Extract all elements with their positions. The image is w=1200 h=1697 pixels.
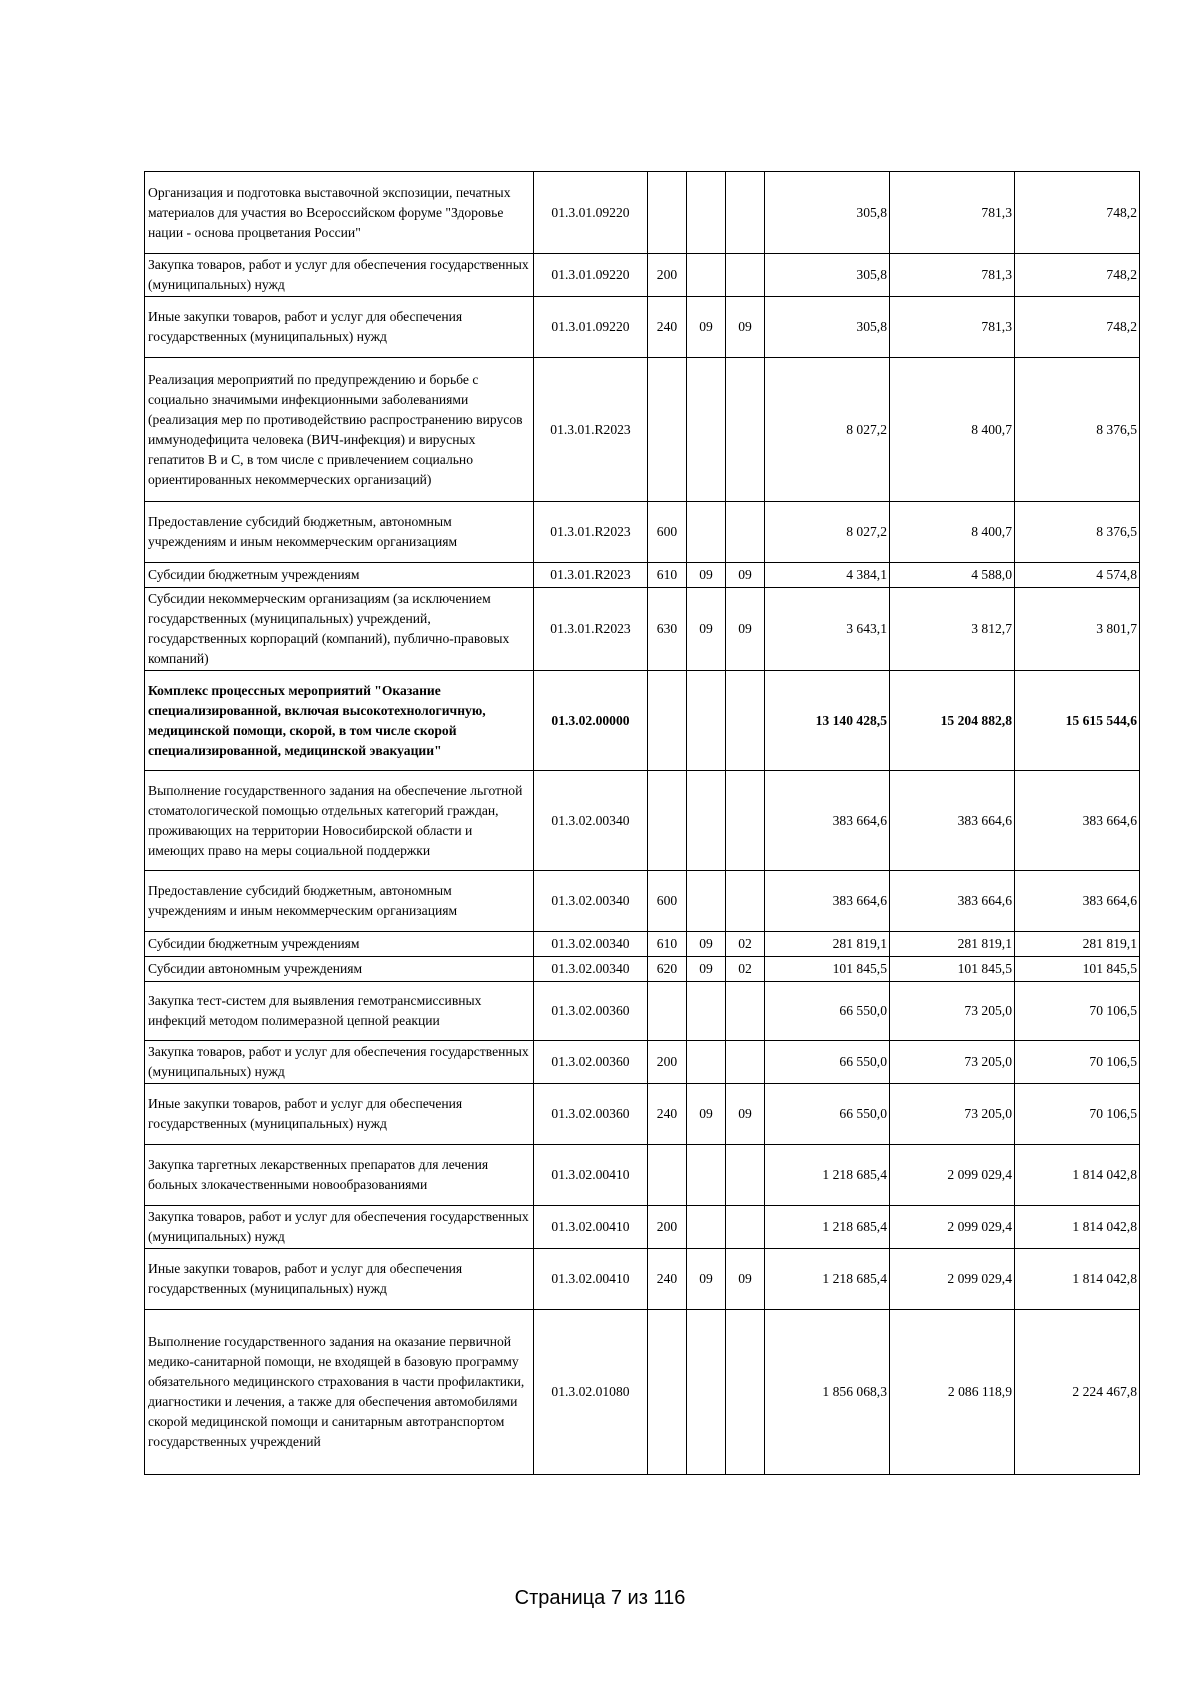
row-code: 01.3.02.00410	[534, 1145, 648, 1206]
table-row	[145, 502, 1140, 563]
row-subsection	[726, 358, 765, 502]
row-value-year2: 8 400,7	[890, 358, 1015, 502]
row-code: 01.3.02.00360	[534, 1084, 648, 1145]
row-value-year3: 383 664,6	[1015, 771, 1140, 871]
row-value-year1: 3 643,1	[765, 588, 890, 671]
row-code: 01.3.02.00000	[534, 671, 648, 771]
row-section: 09	[687, 588, 726, 671]
row-section	[687, 172, 726, 254]
row-value-year2: 383 664,6	[890, 871, 1015, 932]
table-row	[145, 172, 1140, 254]
row-value-year2: 2 099 029,4	[890, 1249, 1015, 1310]
row-code: 01.3.01.09220	[534, 172, 648, 254]
row-value-year2: 383 664,6	[890, 771, 1015, 871]
row-value-year1: 383 664,6	[765, 771, 890, 871]
table-row	[145, 982, 1140, 1041]
row-expense-type	[648, 358, 687, 502]
row-code: 01.3.01.R2023	[534, 502, 648, 563]
row-name: Субсидии бюджетным учреждениям	[145, 563, 534, 588]
row-value-year3: 3 801,7	[1015, 588, 1140, 671]
row-value-year2: 73 205,0	[890, 982, 1015, 1041]
row-expense-type: 200	[648, 254, 687, 297]
row-value-year2: 73 205,0	[890, 1084, 1015, 1145]
row-expense-type: 200	[648, 1206, 687, 1249]
row-section	[687, 1206, 726, 1249]
row-code: 01.3.02.00410	[534, 1206, 648, 1249]
row-name: Выполнение государственного задания на обеспечение льготной стоматологической помощью отдельных категорий граждан, проживающих на территории Новосибирской области и имеющих право на меры социальной поддержки	[145, 771, 534, 871]
row-value-year1: 66 550,0	[765, 982, 890, 1041]
row-subsection	[726, 1206, 765, 1249]
row-subsection	[726, 254, 765, 297]
row-code: 01.3.01.09220	[534, 297, 648, 358]
row-expense-type: 240	[648, 1084, 687, 1145]
row-value-year2: 781,3	[890, 172, 1015, 254]
table-row	[145, 1249, 1140, 1310]
row-name: Иные закупки товаров, работ и услуг для обеспечения государственных (муниципальных) нужд	[145, 1084, 534, 1145]
row-name: Выполнение государственного задания на оказание первичной медико-санитарной помощи, не входящей в базовую программу обязательного медицинского страхования в части профилактики, диагностики и лечения, а также для обеспечения автомобилями скорой медицинской помощи и санитарным автотранспортом государственных учреждений	[145, 1310, 534, 1475]
row-value-year1: 1 218 685,4	[765, 1249, 890, 1310]
row-subsection	[726, 502, 765, 563]
budget-table	[144, 171, 1140, 1475]
row-expense-type	[648, 671, 687, 771]
row-subsection	[726, 771, 765, 871]
row-subsection: 09	[726, 297, 765, 358]
row-subsection: 09	[726, 1084, 765, 1145]
table-row	[145, 297, 1140, 358]
table-row	[145, 563, 1140, 588]
row-section	[687, 1310, 726, 1475]
row-value-year3: 748,2	[1015, 172, 1140, 254]
row-value-year1: 383 664,6	[765, 871, 890, 932]
row-value-year3: 2 224 467,8	[1015, 1310, 1140, 1475]
row-code: 01.3.01.R2023	[534, 588, 648, 671]
row-section: 09	[687, 957, 726, 982]
row-value-year2: 2 086 118,9	[890, 1310, 1015, 1475]
row-expense-type: 240	[648, 1249, 687, 1310]
row-value-year1: 1 218 685,4	[765, 1145, 890, 1206]
row-value-year1: 8 027,2	[765, 358, 890, 502]
row-subsection	[726, 1310, 765, 1475]
row-subsection: 02	[726, 957, 765, 982]
row-name: Организация и подготовка выставочной экспозиции, печатных материалов для участия во Всероссийском форуме "Здоровье нации - основа процветания России"	[145, 172, 534, 254]
row-value-year3: 70 106,5	[1015, 982, 1140, 1041]
table-row	[145, 932, 1140, 957]
row-expense-type	[648, 771, 687, 871]
row-value-year1: 305,8	[765, 254, 890, 297]
row-section	[687, 671, 726, 771]
table-row	[145, 588, 1140, 671]
row-section	[687, 871, 726, 932]
row-section	[687, 771, 726, 871]
row-code: 01.3.02.00340	[534, 771, 648, 871]
table-row	[145, 871, 1140, 932]
row-section	[687, 358, 726, 502]
row-value-year3: 1 814 042,8	[1015, 1206, 1140, 1249]
row-expense-type: 630	[648, 588, 687, 671]
page-number: Страница 7 из 116	[514, 1587, 686, 1609]
row-value-year3: 1 814 042,8	[1015, 1249, 1140, 1310]
row-section: 09	[687, 297, 726, 358]
row-subsection	[726, 1145, 765, 1206]
table-row	[145, 1145, 1140, 1206]
table-row	[145, 254, 1140, 297]
row-section	[687, 982, 726, 1041]
row-value-year3: 70 106,5	[1015, 1084, 1140, 1145]
row-value-year3: 1 814 042,8	[1015, 1145, 1140, 1206]
row-value-year1: 101 845,5	[765, 957, 890, 982]
row-name: Реализация мероприятий по предупреждению и борьбе с социально значимыми инфекционными заболеваниями (реализация мер по противодействию распространению вирусов иммунодефицита человека (ВИЧ-инфекция) и вирусных гепатитов В и С, в том числе с привлечением социально ориентированных некоммерческих организаций)	[145, 358, 534, 502]
row-expense-type: 200	[648, 1041, 687, 1084]
row-name: Комплекс процессных мероприятий "Оказание специализированной, включая высокотехнологичную, медицинской помощи, скорой, в том числе скорой специализированной, медицинской эвакуации"	[145, 671, 534, 771]
row-value-year3: 383 664,6	[1015, 871, 1140, 932]
row-value-year2: 781,3	[890, 297, 1015, 358]
row-value-year3: 8 376,5	[1015, 502, 1140, 563]
row-section: 09	[687, 1249, 726, 1310]
row-name: Субсидии автономным учреждениям	[145, 957, 534, 982]
row-expense-type: 240	[648, 297, 687, 358]
row-section: 09	[687, 1084, 726, 1145]
table-row	[145, 771, 1140, 871]
row-value-year3: 8 376,5	[1015, 358, 1140, 502]
row-name: Субсидии некоммерческим организациям (за исключением государственных (муниципальных) учреждений, государственных корпораций (компаний), публично-правовых компаний)	[145, 588, 534, 671]
row-code: 01.3.02.00360	[534, 1041, 648, 1084]
table-row	[145, 1084, 1140, 1145]
table-row	[145, 1041, 1140, 1084]
row-code: 01.3.01.R2023	[534, 358, 648, 502]
row-code: 01.3.02.00340	[534, 957, 648, 982]
row-section: 09	[687, 932, 726, 957]
row-value-year3: 748,2	[1015, 297, 1140, 358]
row-subsection: 09	[726, 588, 765, 671]
row-expense-type	[648, 1310, 687, 1475]
row-value-year3: 281 819,1	[1015, 932, 1140, 957]
row-value-year3: 4 574,8	[1015, 563, 1140, 588]
row-code: 01.3.02.01080	[534, 1310, 648, 1475]
row-value-year2: 15 204 882,8	[890, 671, 1015, 771]
row-value-year3: 70 106,5	[1015, 1041, 1140, 1084]
row-value-year2: 3 812,7	[890, 588, 1015, 671]
row-expense-type	[648, 1145, 687, 1206]
row-expense-type	[648, 172, 687, 254]
row-name: Иные закупки товаров, работ и услуг для обеспечения государственных (муниципальных) нужд	[145, 297, 534, 358]
row-value-year3: 15 615 544,6	[1015, 671, 1140, 771]
row-code: 01.3.02.00410	[534, 1249, 648, 1310]
row-code: 01.3.02.00360	[534, 982, 648, 1041]
row-section	[687, 254, 726, 297]
row-expense-type: 600	[648, 871, 687, 932]
row-code: 01.3.02.00340	[534, 871, 648, 932]
row-name: Закупка товаров, работ и услуг для обеспечения государственных (муниципальных) нужд	[145, 254, 534, 297]
row-name: Закупка таргетных лекарственных препаратов для лечения больных злокачественными новообразованиями	[145, 1145, 534, 1206]
row-name: Субсидии бюджетным учреждениям	[145, 932, 534, 957]
row-value-year1: 13 140 428,5	[765, 671, 890, 771]
row-subsection	[726, 172, 765, 254]
row-section	[687, 1041, 726, 1084]
row-code: 01.3.01.R2023	[534, 563, 648, 588]
row-subsection	[726, 671, 765, 771]
row-code: 01.3.01.09220	[534, 254, 648, 297]
row-subsection: 02	[726, 932, 765, 957]
row-name: Закупка товаров, работ и услуг для обеспечения государственных (муниципальных) нужд	[145, 1041, 534, 1084]
row-expense-type: 600	[648, 502, 687, 563]
row-value-year1: 4 384,1	[765, 563, 890, 588]
row-value-year2: 101 845,5	[890, 957, 1015, 982]
row-subsection	[726, 1041, 765, 1084]
row-expense-type: 610	[648, 932, 687, 957]
row-section	[687, 502, 726, 563]
row-value-year2: 281 819,1	[890, 932, 1015, 957]
table-row	[145, 1310, 1140, 1475]
row-subsection: 09	[726, 563, 765, 588]
row-value-year1: 8 027,2	[765, 502, 890, 563]
table-row	[145, 671, 1140, 771]
row-name: Закупка тест-систем для выявления гемотрансмиссивных инфекций методом полимеразной цепной реакции	[145, 982, 534, 1041]
row-value-year2: 781,3	[890, 254, 1015, 297]
row-value-year1: 66 550,0	[765, 1041, 890, 1084]
row-value-year2: 2 099 029,4	[890, 1145, 1015, 1206]
row-subsection	[726, 871, 765, 932]
row-value-year2: 8 400,7	[890, 502, 1015, 563]
row-value-year1: 1 218 685,4	[765, 1206, 890, 1249]
row-expense-type: 610	[648, 563, 687, 588]
row-expense-type	[648, 982, 687, 1041]
row-value-year2: 4 588,0	[890, 563, 1015, 588]
row-subsection: 09	[726, 1249, 765, 1310]
row-value-year1: 281 819,1	[765, 932, 890, 957]
row-value-year2: 2 099 029,4	[890, 1206, 1015, 1249]
row-subsection	[726, 982, 765, 1041]
table-body	[145, 172, 1140, 1475]
table-row	[145, 1206, 1140, 1249]
table-row	[145, 358, 1140, 502]
row-name: Иные закупки товаров, работ и услуг для обеспечения государственных (муниципальных) нужд	[145, 1249, 534, 1310]
row-value-year1: 66 550,0	[765, 1084, 890, 1145]
row-value-year1: 305,8	[765, 172, 890, 254]
row-value-year1: 1 856 068,3	[765, 1310, 890, 1475]
row-expense-type: 620	[648, 957, 687, 982]
row-section	[687, 1145, 726, 1206]
row-value-year3: 748,2	[1015, 254, 1140, 297]
row-section: 09	[687, 563, 726, 588]
row-name: Закупка товаров, работ и услуг для обеспечения государственных (муниципальных) нужд	[145, 1206, 534, 1249]
row-name: Предоставление субсидий бюджетным, автономным учреждениям и иным некоммерческим организациям	[145, 871, 534, 932]
row-value-year2: 73 205,0	[890, 1041, 1015, 1084]
row-value-year3: 101 845,5	[1015, 957, 1140, 982]
row-code: 01.3.02.00340	[534, 932, 648, 957]
table-row	[145, 957, 1140, 982]
row-name: Предоставление субсидий бюджетным, автономным учреждениям и иным некоммерческим организациям	[145, 502, 534, 563]
row-value-year1: 305,8	[765, 297, 890, 358]
